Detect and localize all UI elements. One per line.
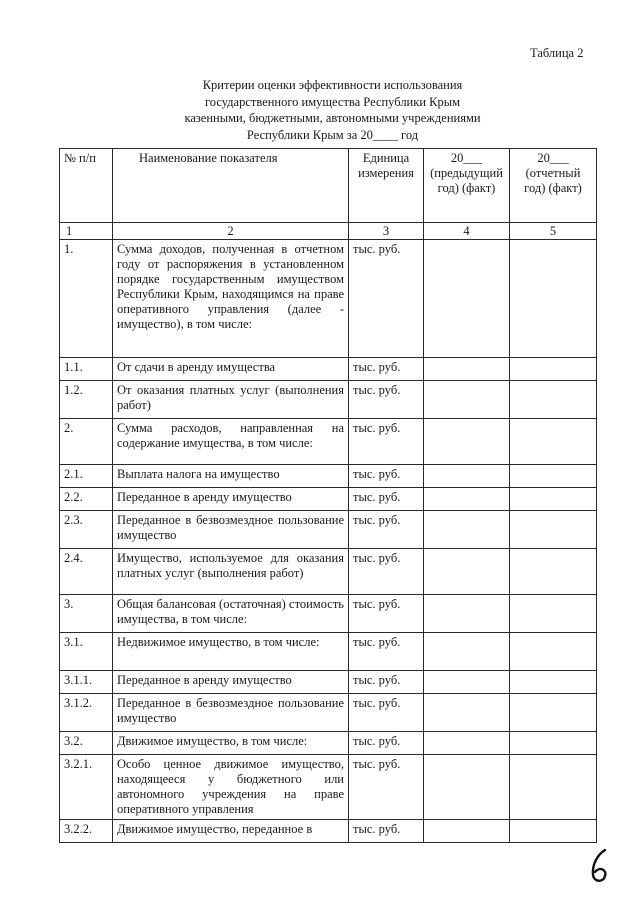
- row-number-cell: 2.4.: [60, 549, 113, 595]
- prev-year-value-cell: [424, 511, 510, 549]
- row-number-cell: 3.2.1.: [60, 755, 113, 820]
- row-number-cell: 3.: [60, 595, 113, 633]
- unit-cell: тыс. руб.: [349, 549, 424, 595]
- column-number-row: [60, 223, 597, 240]
- table-row: [60, 549, 597, 595]
- unit-cell: тыс. руб.: [349, 381, 424, 419]
- row-number-cell: 1.: [60, 240, 113, 358]
- unit-cell: тыс. руб.: [349, 488, 424, 511]
- unit-cell: тыс. руб.: [349, 820, 424, 843]
- report-year-value-cell: [510, 381, 597, 419]
- report-year-value-cell: [510, 732, 597, 755]
- handwritten-page-number: [588, 846, 612, 886]
- column-header-unit: Единица измерения: [349, 149, 424, 223]
- prev-year-value-cell: [424, 465, 510, 488]
- table-row: [60, 732, 597, 755]
- row-number-cell: 2.: [60, 419, 113, 465]
- unit-cell: тыс. руб.: [349, 595, 424, 633]
- row-number-cell: 3.2.: [60, 732, 113, 755]
- report-year-value-cell: [510, 240, 597, 358]
- unit-cell: тыс. руб.: [349, 633, 424, 671]
- report-year-value-cell: [510, 549, 597, 595]
- prev-year-value-cell: [424, 549, 510, 595]
- row-number-cell: 2.1.: [60, 465, 113, 488]
- prev-year-value-cell: [424, 694, 510, 732]
- unit-cell: тыс. руб.: [349, 755, 424, 820]
- column-number: 4: [424, 223, 510, 240]
- table-row: [60, 488, 597, 511]
- title-line: Республики Крым за 20____ год: [246, 127, 419, 142]
- title-line: Критерии оценки эффективности использования: [202, 78, 463, 92]
- column-header-num: № п/п: [60, 149, 113, 223]
- prev-year-value-cell: [424, 240, 510, 358]
- indicator-name-cell: Сумма доходов, полученная в отчетном году от распоряжения в установленном порядке государственным имуществом Республики Крым, находящимся на праве оперативного управления (далее - имущество), в том числе:: [113, 240, 349, 358]
- column-header-name: Наименование показателя: [113, 149, 349, 223]
- unit-cell: тыс. руб.: [349, 358, 424, 381]
- report-year-value-cell: [510, 419, 597, 465]
- indicator-name-cell: Переданное в аренду имущество: [113, 671, 349, 694]
- indicator-name-cell: Переданное в безвозмездное пользование имущество: [113, 511, 349, 549]
- unit-cell: тыс. руб.: [349, 419, 424, 465]
- prev-year-value-cell: [424, 419, 510, 465]
- indicator-name-cell: Движимое имущество, в том числе:: [113, 732, 349, 755]
- report-year-value-cell: [510, 595, 597, 633]
- indicator-name-cell: Движимое имущество, переданное в: [113, 820, 349, 843]
- row-number-cell: 3.2.2.: [60, 820, 113, 843]
- column-header-report-year: 20___ (отчетный год) (факт): [510, 149, 597, 223]
- table-row: [60, 358, 597, 381]
- prev-year-value-cell: [424, 595, 510, 633]
- criteria-table: [59, 148, 597, 843]
- table-row: [60, 694, 597, 732]
- row-number-cell: 1.2.: [60, 381, 113, 419]
- row-number-cell: 3.1.: [60, 633, 113, 671]
- row-number-cell: 3.1.2.: [60, 694, 113, 732]
- indicator-name-cell: Недвижимое имущество, в том числе:: [113, 633, 349, 671]
- column-header-prev-year: 20___ (предыдущий год) (факт): [424, 149, 510, 223]
- unit-cell: тыс. руб.: [349, 732, 424, 755]
- table-row: [60, 671, 597, 694]
- unit-cell: тыс. руб.: [349, 240, 424, 358]
- prev-year-value-cell: [424, 488, 510, 511]
- table-row: [60, 595, 597, 633]
- report-year-value-cell: [510, 755, 597, 820]
- header-row: [60, 149, 597, 223]
- prev-year-value-cell: [424, 732, 510, 755]
- indicator-name-cell: Сумма расходов, направленная на содержание имущества, в том числе:: [113, 419, 349, 465]
- prev-year-value-cell: [424, 633, 510, 671]
- report-year-value-cell: [510, 633, 597, 671]
- indicator-name-cell: Выплата налога на имущество: [113, 465, 349, 488]
- column-number: 1: [60, 223, 113, 240]
- row-number-cell: 2.3.: [60, 511, 113, 549]
- row-number-cell: 3.1.1.: [60, 671, 113, 694]
- prev-year-value-cell: [424, 358, 510, 381]
- report-year-value-cell: [510, 465, 597, 488]
- indicator-name-cell: От оказания платных услуг (выполнения работ): [113, 381, 349, 419]
- prev-year-value-cell: [424, 381, 510, 419]
- report-year-value-cell: [510, 511, 597, 549]
- table-row: [60, 511, 597, 549]
- table-row: [60, 633, 597, 671]
- prev-year-value-cell: [424, 671, 510, 694]
- row-number-cell: 2.2.: [60, 488, 113, 511]
- table-body: [60, 240, 597, 843]
- report-year-value-cell: [510, 358, 597, 381]
- title-line: государственного имущества Республики Крым: [204, 94, 461, 109]
- table-row: [60, 240, 597, 358]
- indicator-name-cell: Особо ценное движимое имущество, находящееся у бюджетного или автономного учреждения на праве оперативного управления: [113, 755, 349, 820]
- report-year-value-cell: [510, 671, 597, 694]
- report-year-value-cell: [510, 694, 597, 732]
- unit-cell: тыс. руб.: [349, 671, 424, 694]
- indicator-name-cell: Переданное в аренду имущество: [113, 488, 349, 511]
- prev-year-value-cell: [424, 755, 510, 820]
- indicator-name-cell: Общая балансовая (остаточная) стоимость имущества, в том числе:: [113, 595, 349, 633]
- indicator-name-cell: Имущество, используемое для оказания платных услуг (выполнения работ): [113, 549, 349, 595]
- column-number: 3: [349, 223, 424, 240]
- unit-cell: тыс. руб.: [349, 694, 424, 732]
- table-row: [60, 465, 597, 488]
- table-row: [60, 755, 597, 820]
- indicator-name-cell: Переданное в безвозмездное пользование имущество: [113, 694, 349, 732]
- row-number-cell: 1.1.: [60, 358, 113, 381]
- title-line: казенными, бюджетными, автономными учреждениями: [184, 111, 481, 125]
- table-row: [60, 820, 597, 843]
- unit-cell: тыс. руб.: [349, 465, 424, 488]
- column-number: 5: [510, 223, 597, 240]
- table-label: Таблица 2: [530, 46, 584, 60]
- table-row: [60, 381, 597, 419]
- report-year-value-cell: [510, 488, 597, 511]
- prev-year-value-cell: [424, 820, 510, 843]
- indicator-name-cell: От сдачи в аренду имущества: [113, 358, 349, 381]
- unit-cell: тыс. руб.: [349, 511, 424, 549]
- column-number: 2: [113, 223, 349, 240]
- report-year-value-cell: [510, 820, 597, 843]
- document-title: [150, 77, 515, 143]
- table-row: [60, 419, 597, 465]
